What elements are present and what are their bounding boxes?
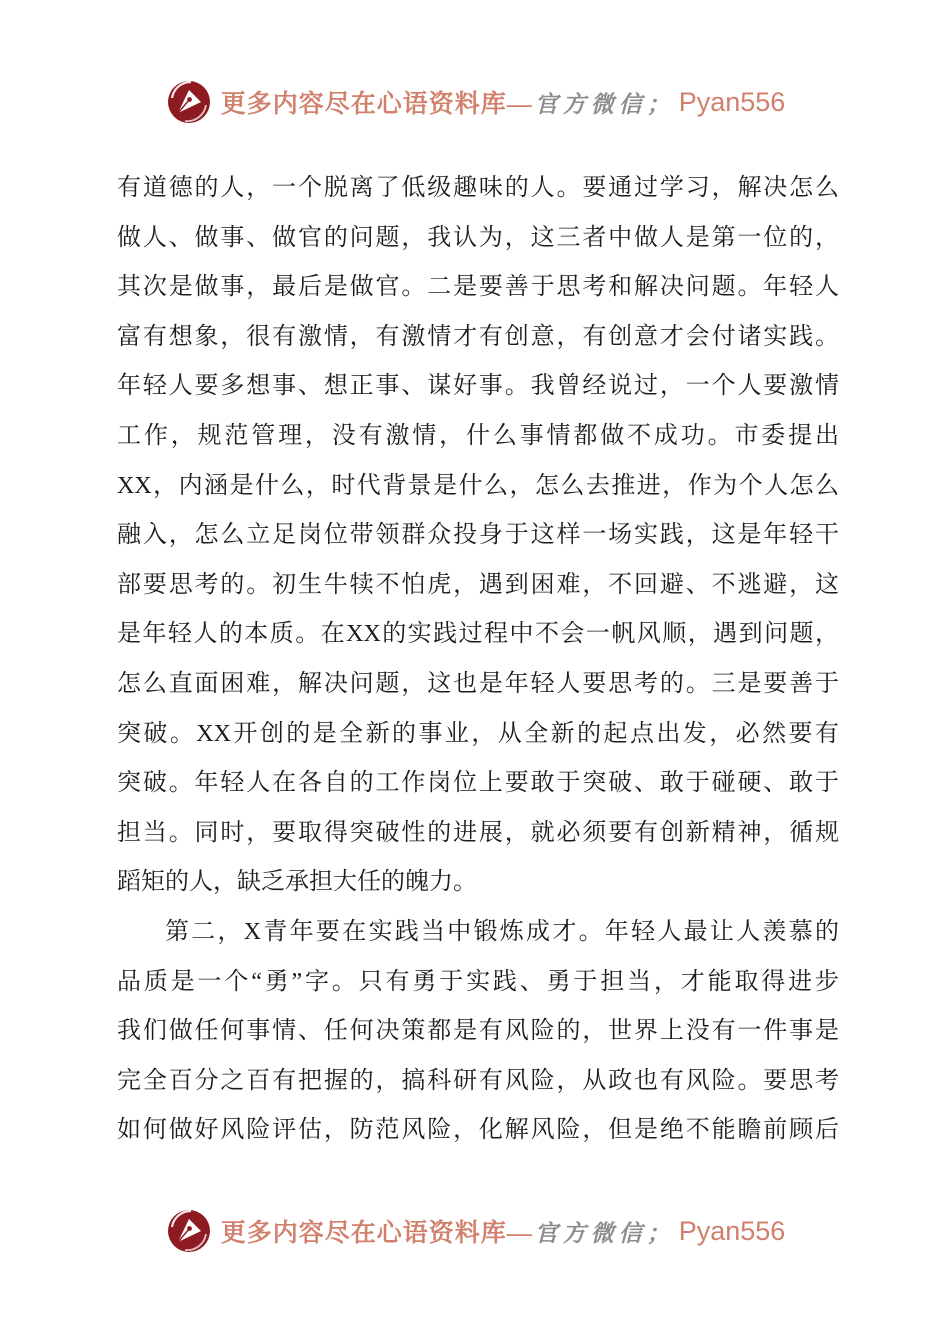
text-line: 部要思考的。初生牛犊不怕虎，遇到困难，不回避、不逃避，这: [117, 571, 839, 598]
wechat-label: 官方微信；: [534, 91, 675, 117]
text-line: 怎么直面困难，解决问题，这也是年轻人要思考的。三是要善于: [117, 670, 839, 697]
wechat-id: Pyan556: [678, 1215, 786, 1246]
text-line: 突破。年轻人在各自的工作岗位上要敢于突破、敢于碰硬、敢于: [117, 770, 839, 797]
document-body: [117, 164, 839, 1156]
text-line: 蹈矩的人，缺乏承担大任的魄力。: [117, 869, 477, 896]
pen-nib-logo-icon: [165, 78, 213, 126]
pen-nib-logo-icon: [165, 1207, 213, 1255]
text-line: 担当。同时，要取得突破性的进展，就必须要有创新精神，循规: [117, 819, 839, 846]
text-line: 如何做好风险评估，防范风险，化解风险，但是绝不能瞻前顾后: [117, 1117, 839, 1144]
text-line: 完全百分之百有把握的，搞科研有风险，从政也有风险。要思考: [117, 1067, 839, 1094]
text-line: 是年轻人的本质。在XX的实践过程中不会一帆风顺，遇到问题，: [117, 621, 839, 648]
text-line: 其次是做事，最后是做官。二是要善于思考和解决问题。年轻人: [117, 274, 839, 301]
brand-text: 更多内容尽在心语资料库—: [220, 1220, 533, 1247]
text-line: XX，内涵是什么，时代背景是什么，怎么去推进，作为个人怎么: [117, 472, 839, 499]
text-line: 有道德的人，一个脱离了低级趣味的人。要通过学习，解决怎么: [117, 175, 839, 201]
text-line: 品质是一个“勇”字。只有勇于实践、勇于担当，才能取得进步: [117, 968, 839, 995]
brand-text: 更多内容尽在心语资料库—: [220, 91, 533, 118]
text-line: 做人、做事、做官的问题，我认为，这三者中做人是第一位的，: [117, 224, 839, 251]
wechat-label: 官方微信；: [534, 1220, 675, 1246]
text-line: 年轻人要多想事、想正事、谋好事。我曾经说过，一个人要激情: [117, 373, 839, 400]
text-line: 工作，规范管理，没有激情，什么事情都做不成功。市委提出: [117, 422, 839, 449]
text-line: 富有想象，很有激情，有激情才有创意，有创意才会付诸实践。: [117, 323, 839, 350]
text-line: 第二，X青年要在实践当中锻炼成才。年轻人最让人羡慕的: [165, 918, 839, 945]
text-line: 突破。XX开创的是全新的事业，从全新的起点出发，必然要有: [117, 720, 839, 747]
wechat-id: Pyan556: [678, 86, 786, 117]
text-line: 融入，怎么立足岗位带领群众投身于这样一场实践，这是年轻干: [117, 522, 839, 549]
text-line: 我们做任何事情、任何决策都是有风险的，世界上没有一件事是: [117, 1018, 839, 1045]
header-watermark: [0, 78, 950, 126]
footer-watermark: [0, 1207, 950, 1255]
